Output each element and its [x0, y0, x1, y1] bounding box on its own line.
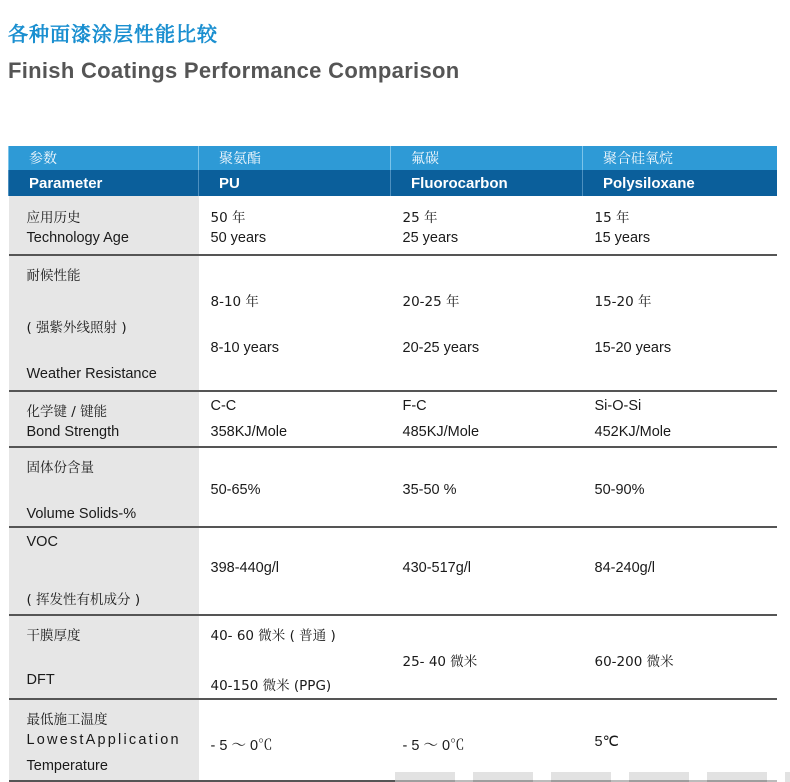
cell-value: 50-90% [594, 482, 645, 498]
fluorocarbon-value-cell [391, 196, 583, 255]
parameter-label: Weather Resistance [26, 366, 157, 382]
header-fluorocarbon-cn: 氟碳 [391, 146, 583, 170]
cell-value: 15-20 年 [594, 294, 652, 310]
header-fluorocarbon-en: Fluorocarbon [391, 170, 583, 196]
cell-value: 50-65% [210, 482, 261, 498]
comparison-table [8, 146, 777, 782]
cell-value: 358KJ/Mole [210, 424, 288, 440]
parameter-label: ( 强紫外线照射 ) [26, 320, 127, 336]
cell-value: 15 years [594, 230, 651, 246]
cell-value: - 5 ～ 0℃ [402, 738, 465, 754]
polysiloxane-value-cell [583, 196, 777, 255]
parameter-label: Bond Strength [26, 424, 120, 440]
parameter-cell [9, 196, 199, 255]
pu-value-cell [199, 391, 391, 447]
table-row [9, 615, 777, 699]
parameter-label: 固体份含量 [26, 460, 94, 476]
cell-value: Si-O-Si [594, 398, 642, 414]
cell-value: 50 years [210, 230, 267, 246]
parameter-cell [9, 391, 199, 447]
parameter-label: 应用历史 [26, 210, 81, 226]
parameter-cell [9, 699, 199, 781]
parameter-label: DFT [26, 672, 55, 688]
parameter-label: VOC [26, 534, 58, 550]
cell-value: 25 years [402, 230, 459, 246]
fluorocarbon-value-cell [391, 615, 583, 699]
polysiloxane-value-cell [583, 527, 777, 615]
page-title-chinese: 各种面漆涂层性能比较 [8, 22, 218, 46]
cell-value: 5℃ [594, 734, 619, 750]
pu-value-cell [199, 447, 391, 527]
parameter-label: 耐候性能 [26, 268, 81, 284]
cell-value: 35-50 % [402, 482, 457, 498]
parameter-cell [9, 615, 199, 699]
pu-value-cell [199, 615, 391, 699]
table-body [9, 196, 777, 781]
table-row [9, 255, 777, 391]
cell-value: 430-517g/l [402, 560, 472, 576]
cell-value: 452KJ/Mole [594, 424, 672, 440]
cell-value: 40-150 微米 (PPG) [210, 678, 332, 694]
parameter-label: 化学键 / 键能 [26, 404, 108, 420]
pu-value-cell [199, 699, 391, 781]
cell-value: F-C [402, 398, 427, 414]
fluorocarbon-value-cell [391, 527, 583, 615]
table-row [9, 391, 777, 447]
parameter-label: 最低施工温度 [26, 712, 108, 728]
cell-value: 40- 60 微米 ( 普通 ) [210, 628, 336, 644]
parameter-cell [9, 527, 199, 615]
polysiloxane-value-cell [583, 699, 777, 781]
fluorocarbon-value-cell [391, 699, 583, 781]
pu-value-cell [199, 196, 391, 255]
parameter-cell [9, 447, 199, 527]
page-title-english: Finish Coatings Performance Comparison [8, 58, 460, 83]
cell-value: 60-200 微米 [594, 654, 674, 670]
header-pu-en: PU [199, 170, 391, 196]
cell-value: 84-240g/l [594, 560, 655, 576]
cell-value: 20-25 years [402, 340, 480, 356]
cell-value: 50 年 [210, 210, 246, 226]
parameter-label: Volume Solids-% [26, 506, 137, 522]
cell-value: 398-440g/l [210, 560, 280, 576]
polysiloxane-value-cell [583, 391, 777, 447]
parameter-label: Temperature [26, 758, 108, 774]
header-parameter-cn: 参数 [9, 146, 199, 170]
polysiloxane-value-cell [583, 255, 777, 391]
header-polysiloxane-cn: 聚合硅氧烷 [583, 146, 777, 170]
header-pu-cn: 聚氨酯 [199, 146, 391, 170]
cell-value: 15 年 [594, 210, 630, 226]
parameter-label: Technology Age [26, 230, 129, 246]
parameter-label: 干膜厚度 [26, 628, 81, 644]
header-row-english [9, 170, 777, 196]
cell-value: 25- 40 微米 [402, 654, 478, 670]
table-row [9, 699, 777, 781]
header-parameter-en: Parameter [9, 170, 199, 196]
fluorocarbon-value-cell [391, 391, 583, 447]
header-row-chinese [9, 146, 777, 170]
header-polysiloxane-en: Polysiloxane [583, 170, 777, 196]
bottom-decoration [395, 772, 790, 782]
polysiloxane-value-cell [583, 615, 777, 699]
cell-value: 485KJ/Mole [402, 424, 480, 440]
fluorocarbon-value-cell [391, 255, 583, 391]
parameter-cell [9, 255, 199, 391]
table-row [9, 447, 777, 527]
parameter-label: ( 挥发性有机成分 ) [26, 592, 141, 608]
fluorocarbon-value-cell [391, 447, 583, 527]
cell-value: - 5 ～ 0℃ [210, 738, 273, 754]
polysiloxane-value-cell [583, 447, 777, 527]
table-row [9, 196, 777, 255]
cell-value: C-C [210, 398, 237, 414]
pu-value-cell [199, 527, 391, 615]
table-row [9, 527, 777, 615]
cell-value: 8-10 years [210, 340, 280, 356]
cell-value: 25 年 [402, 210, 438, 226]
pu-value-cell [199, 255, 391, 391]
cell-value: 8-10 年 [210, 294, 259, 310]
parameter-label: LowestApplication [26, 732, 181, 748]
cell-value: 15-20 years [594, 340, 672, 356]
cell-value: 20-25 年 [402, 294, 460, 310]
